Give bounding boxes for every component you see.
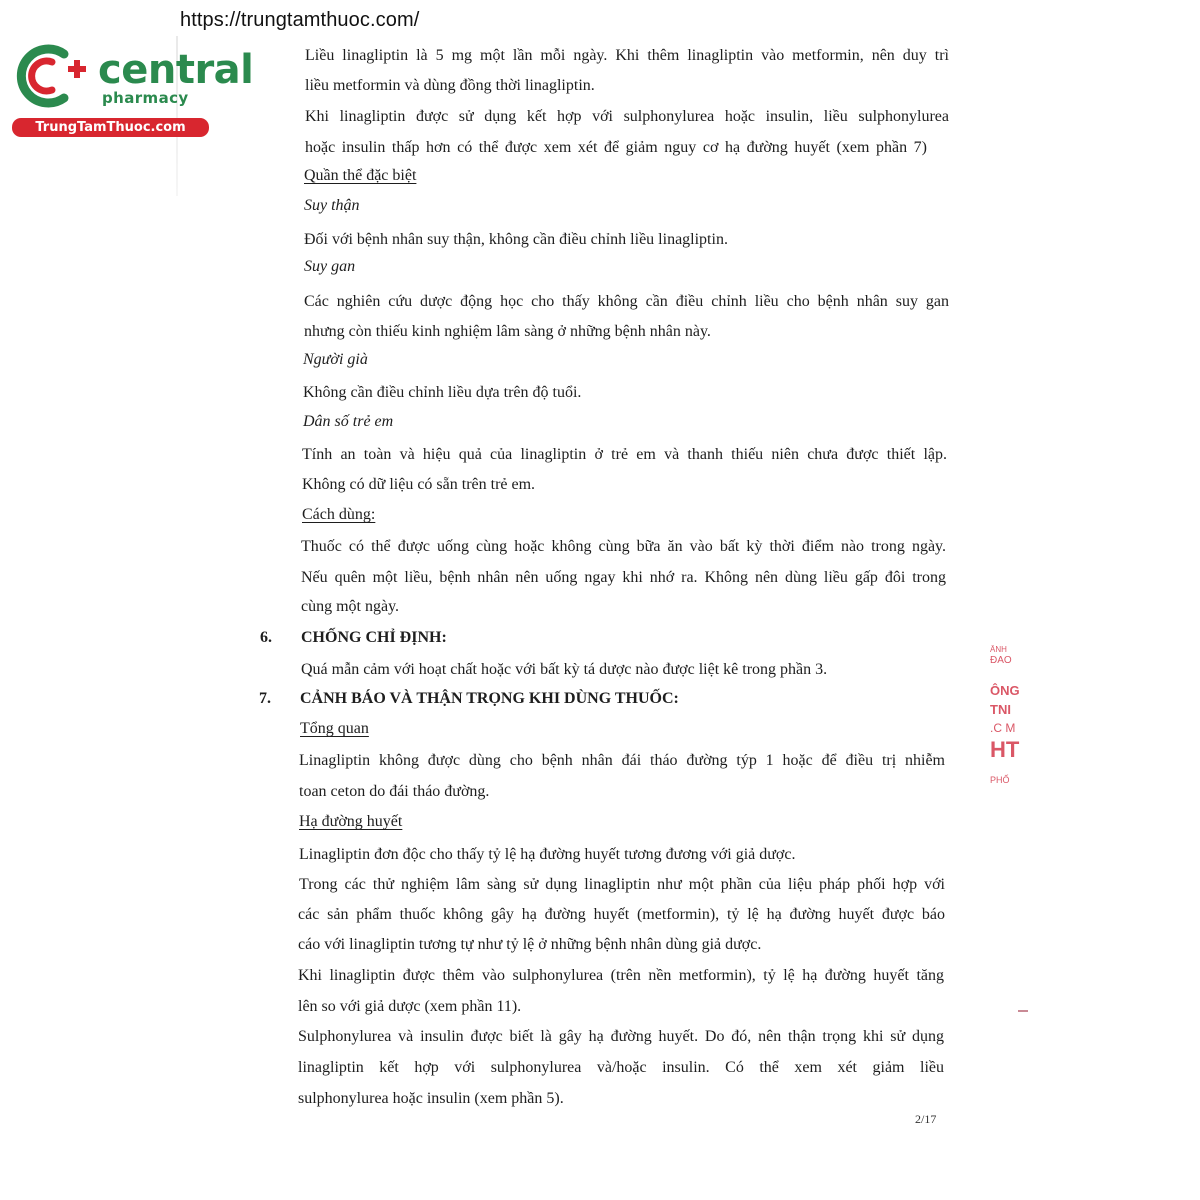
subheading-administration: Cách dùng:: [302, 506, 376, 523]
subheading-hepatic: Suy gan: [304, 258, 356, 275]
text-line: Liều linagliptin là 5 mg một lần mỗi ngày. Khi thêm linagliptin vào metformin, nên duy trì: [305, 47, 949, 64]
text-line: lên so với giả dược (xem phần 11).: [298, 998, 522, 1015]
text-line: Quá mẫn cảm với hoạt chất hoặc với bất kỳ tá dược nào được liệt kê trong phần 3.: [301, 661, 828, 678]
logo-subtitle: pharmacy: [102, 89, 189, 107]
text-line: Các nghiên cứu dược động học cho thấy không cần điều chỉnh liều cho bệnh nhân suy gan: [304, 293, 949, 310]
text-line: nhưng còn thiếu kinh nghiệm lâm sàng ở những bệnh nhân này.: [304, 323, 711, 340]
text-line: sulphonylurea hoặc insulin (xem phần 5).: [298, 1090, 564, 1107]
text-line: Thuốc có thể được uống cùng hoặc không cùng bữa ăn vào bất kỳ thời điểm nào trong ngày.: [301, 538, 946, 555]
stamp-text: ÂNH: [990, 645, 1007, 654]
subheading-renal: Suy thận: [304, 197, 360, 214]
section-heading-warnings: CẢNH BÁO VÀ THẬN TRỌNG KHI DÙNG THUỐC:: [300, 690, 679, 707]
subheading-elderly: Người già: [303, 351, 368, 368]
stamp-text: ĐAO: [990, 655, 1012, 666]
stamp-text: HT: [990, 737, 1020, 762]
logo-brand-name: central: [98, 47, 254, 93]
text-line: Khi linagliptin được sử dụng kết hợp với sulphonylurea hoặc insulin, liều sulphonylurea: [305, 108, 949, 125]
text-line: Khi linagliptin được thêm vào sulphonylurea (trên nền metformin), tỷ lệ hạ đường huyết tăng: [298, 967, 944, 984]
text-line: toan ceton do đái tháo đường.: [299, 783, 490, 800]
text-line: cùng một ngày.: [301, 598, 400, 615]
page-number: 2/17: [915, 1112, 937, 1126]
stamp-text: ÔNG: [990, 683, 1020, 698]
text-line: Trong các thử nghiệm lâm sàng sử dụng linagliptin như một phần của liệu pháp phối hợp với: [299, 876, 945, 893]
subheading-hypoglycemia: Hạ đường huyết: [299, 813, 403, 830]
text-line: liều metformin và dùng đồng thời linagliptin.: [305, 77, 595, 94]
section-heading-contraindications: CHỐNG CHỈ ĐỊNH:: [301, 629, 447, 646]
text-line: Sulphonylurea và insulin được biết là gây hạ đường huyết. Do đó, nên thận trọng khi sử dụng: [298, 1028, 944, 1045]
text-line: Không có dữ liệu có sẵn trên trẻ em.: [302, 476, 536, 493]
text-line: Tính an toàn và hiệu quả của linagliptin ở trẻ em và thanh thiếu niên chưa được thiết lập.: [302, 446, 947, 463]
pharmacy-logo-icon: [12, 40, 92, 112]
section-number: 7.: [259, 690, 271, 707]
red-stamp-fragment: [990, 645, 1030, 815]
subheading-special-populations: Quần thể đặc biệt: [304, 167, 417, 184]
text-line: Không cần điều chỉnh liều dựa trên độ tuổi.: [303, 384, 582, 401]
text-line: linagliptin kết hợp với sulphonylurea và/hoặc insulin. Có thể xem xét giảm liều: [298, 1059, 944, 1076]
text-line: Linagliptin không được dùng cho bệnh nhân đái tháo đường týp 1 hoặc để điều trị nhiễm: [299, 752, 945, 769]
logo-site-banner: TrungTamThuoc.com: [12, 118, 209, 137]
text-line: Linagliptin đơn độc cho thấy tỷ lệ hạ đường huyết tương đương với giả dược.: [299, 846, 796, 863]
stamp-text: .C M: [990, 721, 1016, 735]
text-line: hoặc insulin thấp hơn có thể được xem xét để giảm nguy cơ hạ đường huyết (xem phần 7): [305, 139, 927, 156]
stamp-text: TNI: [990, 702, 1011, 717]
subheading-overview: Tổng quan: [300, 720, 369, 737]
section-number: 6.: [260, 629, 272, 646]
text-line: Đối với bệnh nhân suy thận, không cần điều chỉnh liều linagliptin.: [304, 231, 728, 248]
text-line: các sản phẩm thuốc không gây hạ đường huyết (metformin), tỷ lệ hạ đường huyết được báo: [298, 906, 945, 923]
central-pharmacy-logo[interactable]: [10, 38, 254, 138]
page-url[interactable]: https://trungtamthuoc.com/: [180, 9, 420, 31]
text-line: Nếu quên một liều, bệnh nhân nên uống ngay khi nhớ ra. Không nên dùng liều gấp đôi trong: [301, 569, 946, 586]
text-line: cáo với linagliptin tương tự như tỷ lệ ở những bệnh nhân dùng giả dược.: [298, 936, 762, 953]
subheading-pediatric: Dân số trẻ em: [303, 413, 394, 430]
edge-mark: [1018, 1010, 1028, 1012]
stamp-text: PHỐ: [990, 775, 1010, 785]
